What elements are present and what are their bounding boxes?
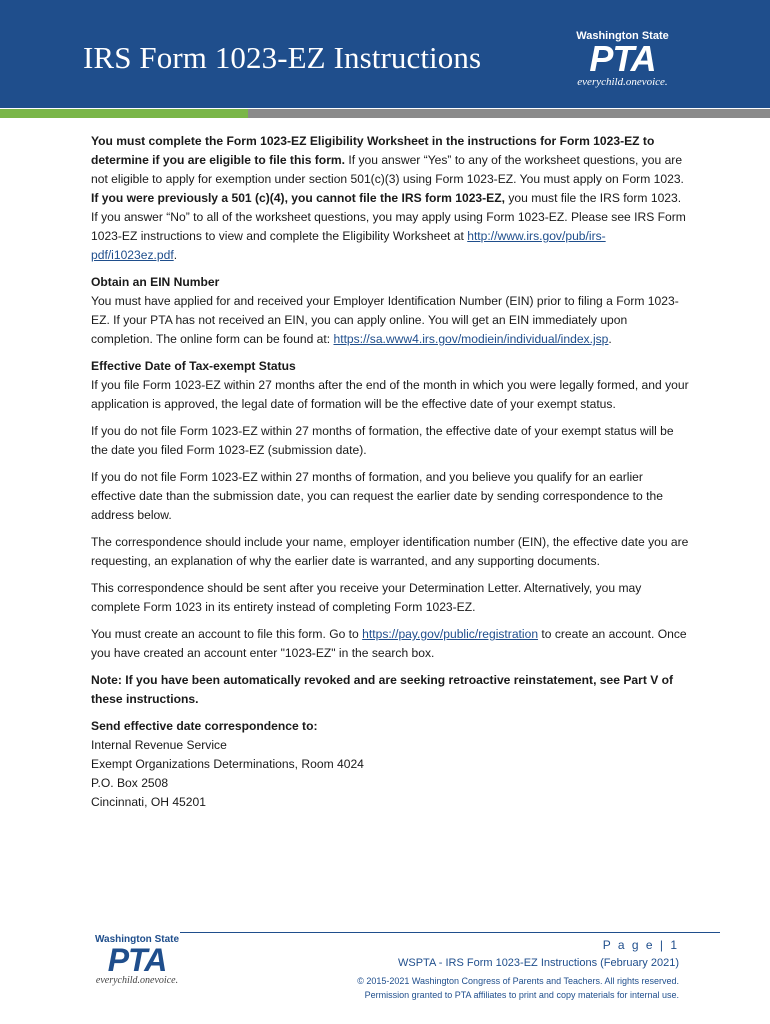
footer-wspta-logo bbox=[88, 934, 186, 986]
address-line: Internal Revenue Service bbox=[91, 738, 227, 752]
effective-heading: Effective Date of Tax-exempt Status bbox=[91, 359, 296, 373]
green-accent-bar bbox=[0, 109, 248, 118]
effective-paragraph-1: If you file Form 1023-EZ within 27 months after the end of the month in which you were legally formed, and your application is approved, the legal date of formation will be the effective date of your exempt status. bbox=[91, 378, 689, 411]
account-text-2: to create an account. Once you have created an account enter "1023-EZ" in the search box. bbox=[91, 627, 687, 660]
intro-text-2: you must file the IRS form 1023. If you answer “No” to all of the worksheet questions, you may apply using Form 1023-EZ. Please see IRS Form 1023-EZ instructions to view and complete the Eligibility Worksheet at bbox=[91, 191, 686, 243]
address-heading: Send effective date correspondence to: bbox=[91, 719, 318, 733]
footer-copyright: © 2015-2021 Washington Congress of Parents and Teachers. All rights reserved. bbox=[357, 976, 679, 986]
note-paragraph: Note: If you have been automatically revoked and are seeking retroactive reinstatement, see Part V of these instructions. bbox=[91, 673, 674, 706]
logo-pta-text: PTA bbox=[589, 38, 656, 79]
intro-bold-2: If you were previously a 501 (c)(4), you cannot file the IRS form 1023-EZ, bbox=[91, 191, 505, 205]
intro-text-1: If you answer “Yes” to any of the worksheet questions, you are not eligible to apply for exemption under section 501(c)(3) using Form 1023-EZ. You must apply on Form 1023. bbox=[91, 153, 684, 186]
effective-paragraph-2: If you do not file Form 1023-EZ within 27 months of formation, the effective date of your exempt status will be the date you filed Form 1023-EZ (submission date). bbox=[91, 424, 674, 457]
pay-gov-link[interactable]: https://pay.gov/public/registration bbox=[362, 627, 539, 641]
ein-online-link[interactable]: https://sa.www4.irs.gov/modiein/individual/index.jsp bbox=[333, 332, 609, 346]
intro-bold-1: You must complete the Form 1023-EZ Eligibility Worksheet in the instructions for Form 1023-EZ to determine if you are eligible to file this form. bbox=[91, 134, 655, 167]
effective-paragraph-3: If you do not file Form 1023-EZ within 27 months of formation, and you believe you qualify for an earlier effective date than the submission date, you can request the earlier date by sending correspondence to the address below. bbox=[91, 470, 663, 522]
header-banner bbox=[0, 0, 770, 108]
intro-paragraph bbox=[91, 132, 691, 265]
irs-instructions-link[interactable]: http://www.irs.gov/pub/irs-pdf/i1023ez.pdf bbox=[91, 229, 606, 262]
logo-state-text: Washington State bbox=[576, 30, 669, 42]
effective-paragraph-4: The correspondence should include your name, employer identification number (EIN), the effective date you are requesting, an explanation of why the earlier date is warranted, and any supporting documents. bbox=[91, 535, 689, 568]
page-title: IRS Form 1023-EZ Instructions bbox=[83, 40, 482, 75]
logo-tagline: everychild.onevoice. bbox=[577, 76, 668, 88]
footer-logo-pta: PTA bbox=[107, 942, 167, 978]
address-line: P.O. Box 2508 bbox=[91, 776, 169, 790]
footer-logo-tagline: everychild.onevoice. bbox=[95, 975, 179, 986]
document-body bbox=[91, 132, 691, 812]
page-number: P a g e | 1 bbox=[602, 938, 679, 952]
ein-text: You must have applied for and received your Employer Identification Number (EIN) prior to filing a Form 1023-EZ. If your PTA has not received an EIN, you can apply online. You will get an EIN immediately upon completion. The online form can be found at: bbox=[91, 294, 679, 346]
footer-divider bbox=[180, 932, 720, 933]
ein-end: . bbox=[608, 332, 612, 346]
address-line: Cincinnati, OH 45201 bbox=[91, 795, 206, 809]
wspta-logo bbox=[570, 30, 675, 88]
ein-heading: Obtain an EIN Number bbox=[91, 275, 220, 289]
intro-end: . bbox=[173, 248, 178, 262]
gray-accent-bar bbox=[248, 109, 770, 118]
effective-section bbox=[91, 357, 691, 414]
address-line: Exempt Organizations Determinations, Room 4024 bbox=[91, 757, 364, 771]
account-text-1: You must create an account to file this form. Go to bbox=[91, 627, 363, 641]
account-paragraph bbox=[91, 625, 691, 663]
effective-paragraph-5: This correspondence should be sent after you receive your Determination Letter. Alternatively, you may complete Form 1023 in its entirety instead of completing Form 1023-EZ. bbox=[91, 581, 642, 614]
mailing-address bbox=[91, 717, 691, 812]
footer-permission: Permission granted to PTA affiliates to print and copy materials for internal use. bbox=[364, 990, 679, 1000]
footer-logo-state: Washington State bbox=[94, 934, 180, 945]
ein-section bbox=[91, 273, 691, 349]
footer-document-title: WSPTA - IRS Form 1023-EZ Instructions (February 2021) bbox=[398, 957, 679, 969]
